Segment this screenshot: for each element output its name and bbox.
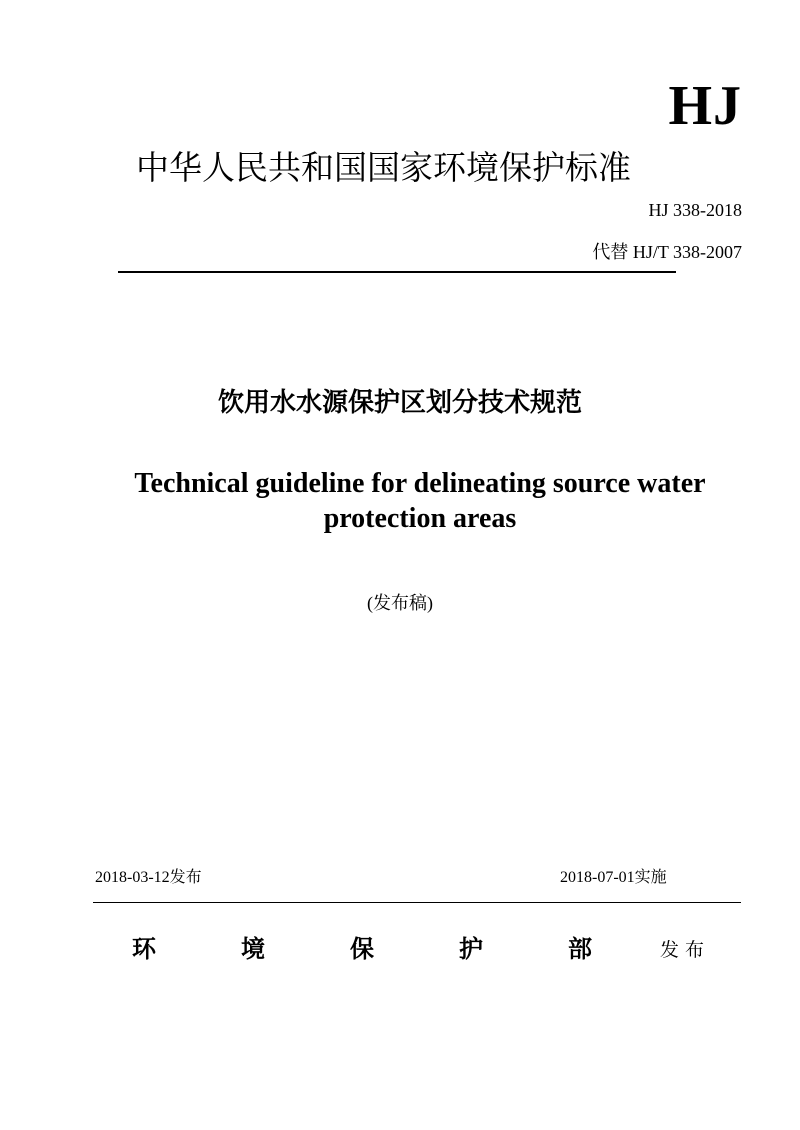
issue-date: 2018-03-12发布 xyxy=(95,869,202,886)
publisher-char: 环 xyxy=(132,935,156,963)
draft-status: (发布稿) xyxy=(367,593,433,613)
implementation-date: 2018-07-01实施 xyxy=(560,869,667,886)
publisher-char: 护 xyxy=(459,935,483,963)
publisher xyxy=(132,933,592,965)
publisher-char: 保 xyxy=(350,935,374,963)
footer-divider xyxy=(93,902,741,903)
publisher-char: 部 xyxy=(568,935,592,963)
standard-number: HJ 338-2018 xyxy=(648,200,742,220)
document-title-english-line2: protection areas xyxy=(323,503,517,534)
publish-label: 发布 xyxy=(660,939,711,961)
header-divider xyxy=(118,271,676,273)
document-title-english xyxy=(80,466,760,536)
standard-logo: HJ xyxy=(668,75,742,137)
publisher-char: 境 xyxy=(241,935,265,963)
replaces-standard: 代替 HJ/T 338-2007 xyxy=(592,242,742,262)
document-title-chinese: 饮用水水源保护区划分技术规范 xyxy=(217,388,582,418)
national-standard-title: 中华人民共和国国家环境保护标准 xyxy=(136,148,631,187)
document-title-english-line1: Technical guideline for delineating source water xyxy=(134,468,706,499)
